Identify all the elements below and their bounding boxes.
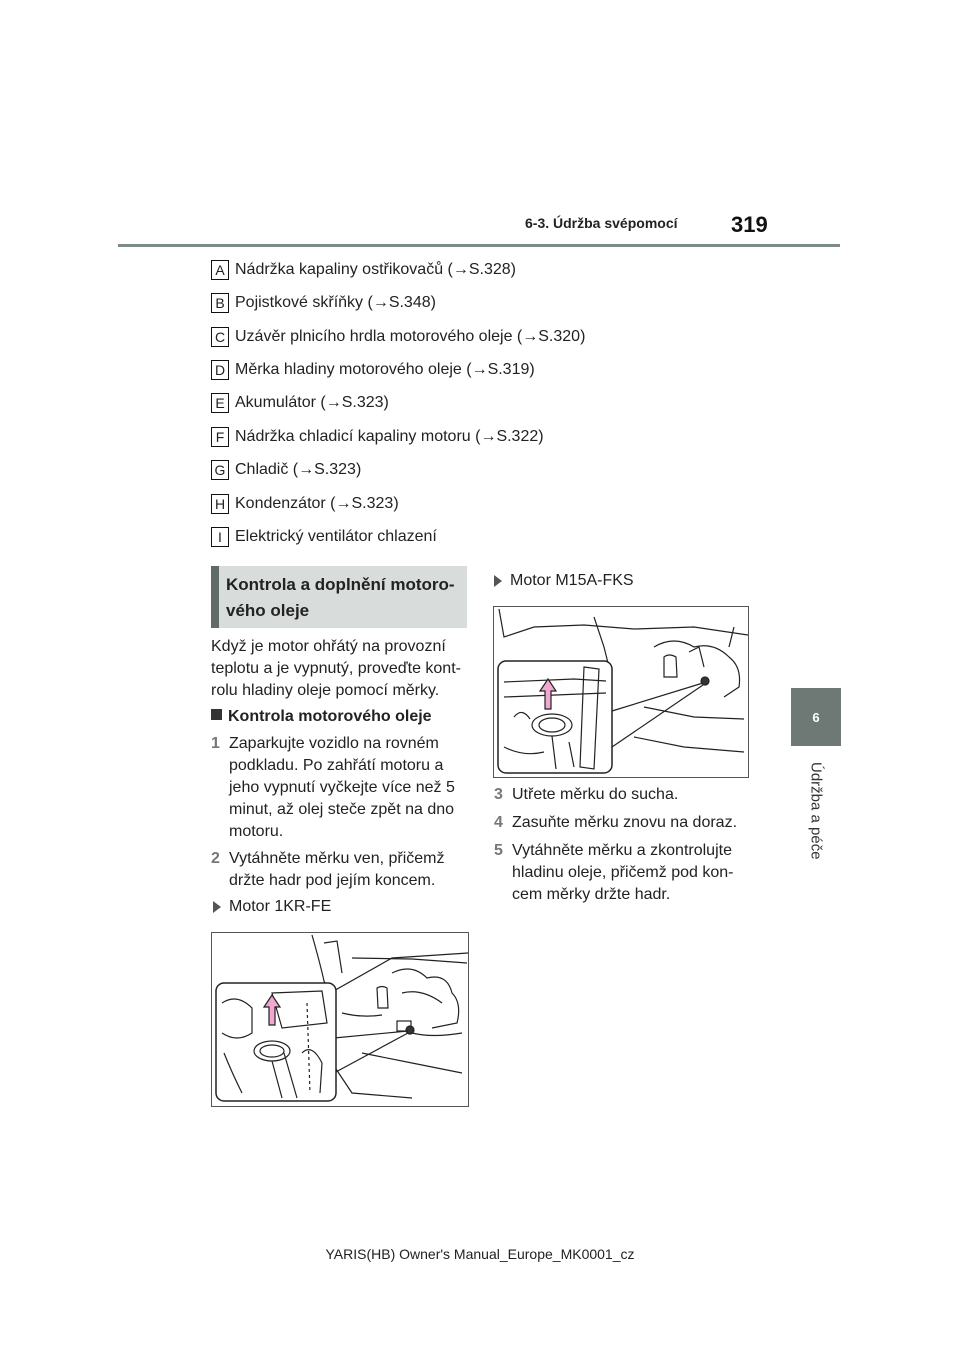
step-5 xyxy=(494,840,749,906)
legend-item-c xyxy=(211,326,585,348)
step-number: 5 xyxy=(494,842,503,859)
step-text: Zasuňte měrku znovu na doraz. xyxy=(512,814,738,831)
legend-badge: E xyxy=(211,393,229,413)
legend-item-e xyxy=(211,392,389,414)
legend-badge: I xyxy=(211,527,229,547)
step-3 xyxy=(494,784,749,806)
step-number: 3 xyxy=(494,786,503,803)
step-2 xyxy=(211,848,469,892)
legend-text: Měrka hladiny motorového oleje (→S.319) xyxy=(235,361,535,378)
legend-text: Uzávěr plnicího hrdla motorového oleje (→S.320) xyxy=(235,328,586,345)
legend-text: Chladič (→S.323) xyxy=(235,461,362,478)
legend-item-g xyxy=(211,459,361,481)
section-heading-box xyxy=(211,566,467,628)
chapter-tab[interactable]: 6 xyxy=(791,688,841,746)
step-1 xyxy=(211,733,469,843)
intro-paragraph: Když je motor ohřátý na provozní teplotu a je vypnutý, proveďte kont-rolu hladiny oleje pomocí měrky. xyxy=(211,638,461,699)
legend-badge: D xyxy=(211,360,229,380)
step-text: Zaparkujte vozidlo na rovném podkladu. Po zahřátí motoru a jeho vypnutí vyčkejte více než 5 minut, až olej steče zpět na dno motoru. xyxy=(229,735,455,840)
section-header: 6-3. Údržba svépomocí xyxy=(525,215,678,231)
legend-badge: C xyxy=(211,327,229,347)
legend-badge: B xyxy=(211,293,229,313)
engine-label-1kr xyxy=(213,896,331,918)
legend-badge: G xyxy=(211,460,229,480)
page-number: 319 xyxy=(731,212,768,237)
triangle-bullet-icon xyxy=(213,901,221,913)
legend-item-h xyxy=(211,493,399,515)
engine-1kr-illustration xyxy=(211,932,469,1107)
engine-label-m15a xyxy=(494,570,634,592)
step-text: Vytáhněte měrku a zkontrolujte hladinu oleje, přičemž pod kon-cem měrky držte hadr. xyxy=(512,842,734,903)
legend-badge: H xyxy=(211,494,229,514)
legend-text: Kondenzátor (→S.323) xyxy=(235,495,399,512)
legend-item-f xyxy=(211,426,544,448)
step-4 xyxy=(494,812,749,834)
heading-accent-bar xyxy=(211,566,219,628)
legend-item-b xyxy=(211,292,436,314)
legend-text: Pojistkové skříňky (→S.348) xyxy=(235,294,436,311)
step-text: Vytáhněte měrku ven, přičemž držte hadr pod jejím koncem. xyxy=(229,850,445,889)
legend-text: Akumulátor (→S.323) xyxy=(235,394,389,411)
legend-item-a xyxy=(211,259,516,281)
legend-text: Nádržka kapaliny ostřikovačů (→S.328) xyxy=(235,261,517,278)
engine-m15a-drawing xyxy=(494,607,748,777)
section-heading: Kontrola a doplnění motoro-vého oleje xyxy=(226,575,455,620)
chapter-label xyxy=(760,762,872,872)
chapter-label-text: Údržba a péče xyxy=(807,762,825,860)
triangle-bullet-icon xyxy=(494,575,502,587)
step-number: 4 xyxy=(494,814,503,831)
page-footer: YARIS(HB) Owner's Manual_Europe_MK0001_cz xyxy=(325,1246,635,1262)
legend-item-i xyxy=(211,526,437,548)
engine-m15a-illustration xyxy=(493,606,749,778)
step-number: 2 xyxy=(211,850,220,867)
legend-text: Elektrický ventilátor chlazení xyxy=(235,528,437,545)
legend-badge: A xyxy=(211,260,229,280)
engine-label-text: Motor M15A-FKS xyxy=(510,572,634,589)
subheading-text: Kontrola motorového oleje xyxy=(228,708,432,725)
legend-text: Nádržka chladicí kapaliny motoru (→S.322) xyxy=(235,428,544,445)
subheading xyxy=(211,708,432,726)
square-bullet-icon xyxy=(211,709,222,720)
engine-1kr-drawing xyxy=(212,933,468,1106)
legend-badge: F xyxy=(211,427,229,447)
engine-label-text: Motor 1KR-FE xyxy=(229,898,332,915)
step-number: 1 xyxy=(211,735,220,752)
header-rule xyxy=(118,244,840,247)
legend-item-d xyxy=(211,359,535,381)
step-text: Utřete měrku do sucha. xyxy=(512,786,679,803)
